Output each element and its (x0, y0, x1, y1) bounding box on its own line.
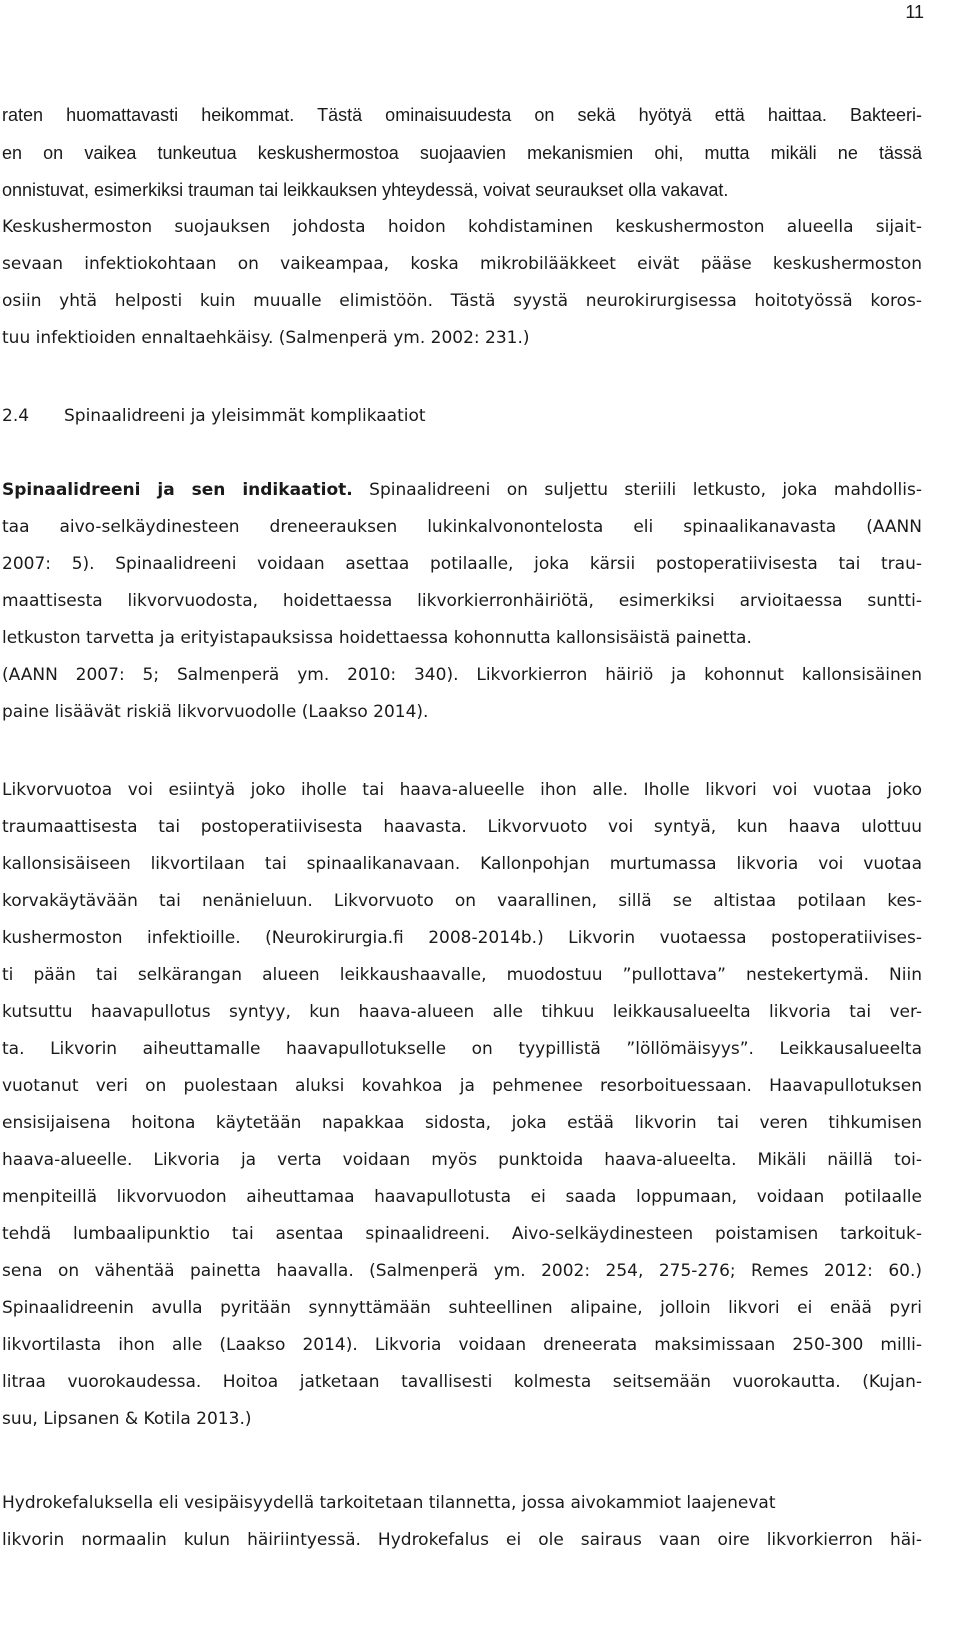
paragraph-3-line: menpiteillä likvorvuodon aiheuttamaa haavapullotusta ei saada loppumaan, voidaan potilaalle (2, 1187, 922, 1207)
paragraph-4-line: Hydrokefaluksella eli vesipäisyydellä tarkoitetaan tilannetta, jossa aivokammiot laajenevat (2, 1493, 776, 1513)
paragraph-3-line: kutsuttu haavapullotus syntyy, kun haava-alueen alle tihkuu leikkausalueelta likvoria tai ver- (2, 1002, 922, 1022)
paragraph-2-line: (AANN 2007: 5; Salmenperä ym. 2010: 340). Likvorkierron häiriö ja kohonnut kallonsisäinen (2, 665, 922, 685)
paragraph-2-line: taa aivo-selkäydinesteen dreneerauksen lukinkalvonontelosta eli spinaalikanavasta (AANN (2, 517, 922, 537)
paragraph-3-line: ti pään tai selkärangan alueen leikkaushaavalle, muodostuu ”pullottava” nestekertymä. Niin (2, 965, 922, 985)
paragraph-3-line: likvortilasta ihon alle (Laakso 2014). Likvoria voidaan dreneerata maksimissaan 250-300 milli- (2, 1335, 922, 1355)
paragraph-3-line: suu, Lipsanen & Kotila 2013.) (2, 1409, 252, 1429)
paragraph-2-line: letkuston tarvetta ja erityistapauksissa hoidettaessa kohonnutta kallonsisäistä painetta. (2, 628, 752, 648)
paragraph-2-line: maattisesta likvorvuodosta, hoidettaessa likvorkierronhäiriötä, esimerkiksi arvioitaessa suntti- (2, 591, 922, 611)
paragraph-1-line: Keskushermoston suojauksen johdosta hoidon kohdistaminen keskushermoston alueella sijait- (2, 217, 922, 237)
page-number: 11 (905, 2, 924, 22)
paragraph-3-line: vuotanut veri on puolestaan aluksi kovahkoa ja pehmenee resorboituessaan. Haavapullotuksen (2, 1076, 922, 1096)
paragraph-1-line: tuu infektioiden ennaltaehkäisy. (Salmenperä ym. 2002: 231.) (2, 328, 530, 348)
paragraph-3-line: ta. Likvorin aiheuttamalle haavapullotukselle on tyypillistä ”löllömäisyys”. Leikkausalueelta (2, 1039, 922, 1059)
paragraph-2-line (2, 479, 922, 501)
paragraph-3-line: traumaattisesta tai postoperatiivisesta haavasta. Likvorvuoto voi syntyä, kun haava ulottuu (2, 817, 922, 837)
paragraph-3-line: haava-alueelle. Likvoria ja verta voidaan myös punktoida haava-alueelta. Mikäli näillä toi- (2, 1150, 922, 1170)
paragraph-1-line: onnistuvat, esimerkiksi trauman tai leikkauksen yhteydessä, voivat seuraukset olla vakavat. (2, 180, 729, 200)
paragraph-3-line: Likvorvuotoa voi esiintyä joko iholle tai haava-alueelle ihon alle. Iholle likvori voi vuotaa joko (2, 780, 922, 800)
paragraph-1-line: en on vaikea tunkeutua keskushermostoa suojaavien mekanismien ohi, mutta mikäli ne tässä (2, 143, 922, 163)
paragraph-1-line: sevaan infektiokohtaan on vaikeampaa, koska mikrobilääkkeet eivät pääse keskushermoston (2, 254, 922, 274)
paragraph-3-line: sena on vähentää painetta haavalla. (Salmenperä ym. 2002: 254, 275-276; Remes 2012: 60.) (2, 1261, 922, 1281)
paragraph-4-line: likvorin normaalin kulun häiriintyessä. Hydrokefalus ei ole sairaus vaan oire likvorkierron häi- (2, 1530, 922, 1550)
paragraph-3-line: litraa vuorokaudessa. Hoitoa jatketaan tavallisesti kolmesta seitsemään vuorokautta. (Kujan- (2, 1372, 922, 1392)
paragraph-1-line: osiin yhtä helposti kuin muualle elimistöön. Tästä syystä neurokirurgisessa hoitotyössä koros- (2, 291, 922, 311)
section-title: Spinaalidreeni ja yleisimmät komplikaatiot (64, 406, 426, 426)
paragraph-3-line: tehdä lumbaalipunktio tai asentaa spinaalidreeni. Aivo-selkäydinesteen poistamisen tarkoituk- (2, 1224, 922, 1244)
section-number: 2.4 (2, 406, 30, 426)
paragraph-3-line: kallonsisäiseen likvortilaan tai spinaalikanavaan. Kallonpohjan murtumassa likvoria voi vuotaa (2, 854, 922, 874)
paragraph-3-line: kushermoston infektioille. (Neurokirurgia.fi 2008-2014b.) Likvorin vuotaessa postoperatiivises- (2, 928, 922, 948)
paragraph-1-line: raten huomattavasti heikommat. Tästä ominaisuudesta on sekä hyötyä että haittaa. Bakteeri- (2, 105, 922, 125)
section-heading (2, 405, 426, 427)
paragraph-2-line: 2007: 5). Spinaalidreeni voidaan asettaa potilaalle, joka kärsii postoperatiivisesta tai trau- (2, 554, 922, 574)
paragraph-2-text: Spinaalidreeni on suljettu steriili letkusto, joka mahdollis- (352, 480, 922, 500)
paragraph-2-line: paine lisäävät riskiä likvorvuodolle (Laakso 2014). (2, 702, 429, 722)
paragraph-3-line: ensisijaisena hoitona käytetään napakkaa sidosta, joka estää likvorin tai veren tihkumisen (2, 1113, 922, 1133)
paragraph-3-line: korvakäytävään tai nenänieluun. Likvorvuoto on vaarallinen, sillä se altistaa potilaan kes- (2, 891, 922, 911)
paragraph-3-line: Spinaalidreenin avulla pyritään synnyttämään suhteellinen alipaine, jolloin likvori ei enää pyri (2, 1298, 922, 1318)
subheading-inline: Spinaalidreeni ja sen indikaatiot. (2, 480, 353, 500)
